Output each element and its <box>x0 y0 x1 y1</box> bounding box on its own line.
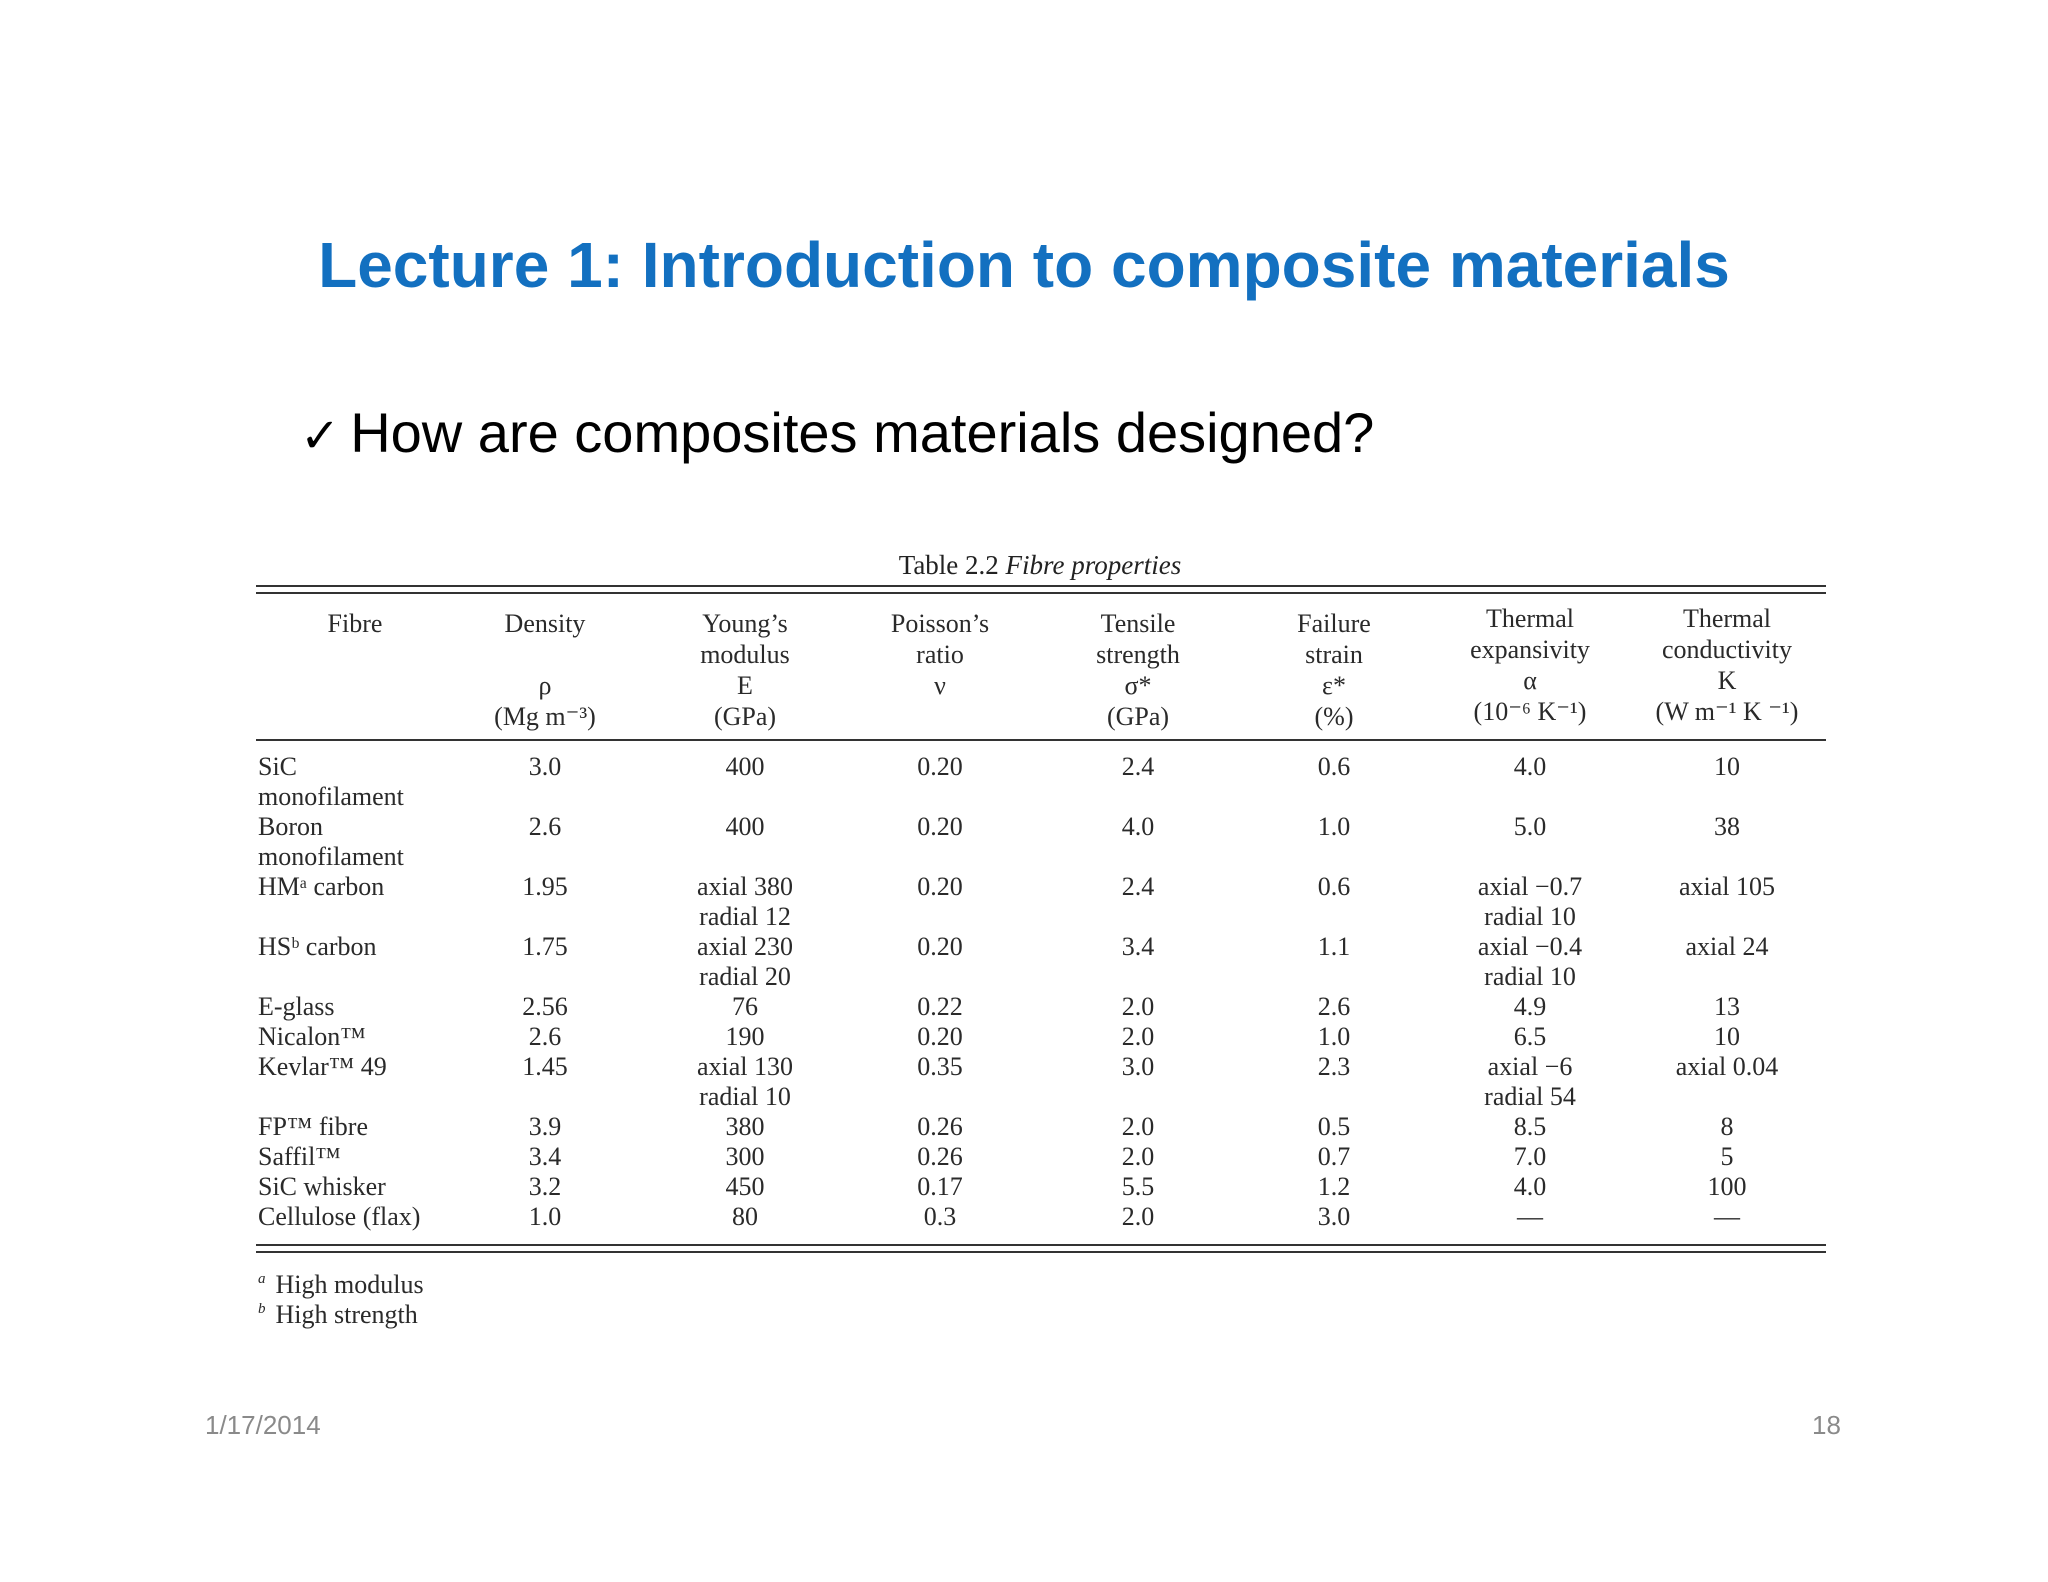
table-cell-thermal-conductivity: 100 <box>1707 1172 1747 1201</box>
table-cell-fibre: FP™ fibre <box>258 1112 368 1141</box>
column-header-thermal-expansivity: Thermal expansivity α (10⁻⁶ K⁻¹) <box>1470 604 1590 726</box>
table-cell-youngs-modulus: 190 <box>725 1022 765 1051</box>
table-top-rule <box>256 585 1826 587</box>
table-cell-failure-strain: 1.0 <box>1317 812 1351 841</box>
table-cell-tensile-strength: 4.0 <box>1121 812 1155 841</box>
table-cell-thermal-conductivity: axial 0.04 <box>1675 1052 1779 1081</box>
table-cell-fibre: Nicalon™ <box>258 1022 366 1051</box>
table-top-rule-2 <box>256 592 1826 594</box>
table-cell-fibre: SiC monofilament <box>258 752 404 811</box>
table-cell-failure-strain: 0.6 <box>1317 752 1351 781</box>
table-cell-fibre: E-glass <box>258 992 335 1021</box>
table-cell-density: 2.6 <box>528 1022 562 1051</box>
column-header-poisson-ratio: Poisson’s ratio ν <box>890 609 990 700</box>
table-cell-thermal-expansivity: 7.0 <box>1513 1142 1547 1171</box>
table-cell-density: 3.2 <box>528 1172 562 1201</box>
table-cell-poisson-ratio: 0.3 <box>923 1202 957 1231</box>
table-cell-youngs-modulus: 76 <box>732 992 758 1021</box>
table-cell-tensile-strength: 3.0 <box>1121 1052 1155 1081</box>
table-cell-tensile-strength: 3.4 <box>1121 932 1155 961</box>
table-cell-poisson-ratio: 0.35 <box>917 1052 963 1081</box>
footnote-mark: b <box>258 1301 266 1318</box>
table-cell-failure-strain: 2.6 <box>1317 992 1351 1021</box>
table-cell-youngs-modulus: 400 <box>725 752 765 781</box>
table-cell-thermal-conductivity: 13 <box>1714 992 1740 1021</box>
slide-title: Lecture 1: Introduction to composite materials <box>318 229 1730 301</box>
table-caption-title: Fibre properties <box>1005 550 1182 580</box>
table-cell-poisson-ratio: 0.20 <box>917 932 963 961</box>
table-cell-thermal-expansivity: axial −6 radial 54 <box>1484 1052 1576 1111</box>
table-cell-poisson-ratio: 0.26 <box>917 1142 963 1171</box>
table-cell-youngs-modulus: axial 130 radial 10 <box>696 1052 794 1111</box>
table-cell-poisson-ratio: 0.17 <box>917 1172 963 1201</box>
column-header-failure-strain: Failure strain ε* (%) <box>1297 609 1371 731</box>
footnote-text: High modulus <box>275 1270 424 1299</box>
table-cell-thermal-expansivity: 4.0 <box>1513 752 1547 781</box>
table-cell-density: 2.6 <box>528 812 562 841</box>
table-cell-thermal-conductivity: 10 <box>1714 1022 1740 1051</box>
table-cell-thermal-expansivity: 8.5 <box>1513 1112 1547 1141</box>
table-cell-thermal-expansivity: axial −0.4 radial 10 <box>1477 932 1583 991</box>
table-cell-thermal-conductivity: 38 <box>1714 812 1740 841</box>
table-cell-youngs-modulus: 400 <box>725 812 765 841</box>
table-caption-prefix: Table 2.2 <box>898 550 999 580</box>
table-cell-tensile-strength: 2.0 <box>1121 1022 1155 1051</box>
slide-date: 1/17/2014 <box>205 1410 321 1440</box>
table-cell-failure-strain: 1.1 <box>1317 932 1351 961</box>
table-cell-tensile-strength: 2.0 <box>1121 1142 1155 1171</box>
table-cell-thermal-expansivity: axial −0.7 radial 10 <box>1477 872 1583 931</box>
column-header-youngs-modulus: Young’s modulus E (GPa) <box>700 609 790 731</box>
table-cell-tensile-strength: 2.4 <box>1121 752 1155 781</box>
table-cell-thermal-conductivity: 10 <box>1714 752 1740 781</box>
table-cell-youngs-modulus: 450 <box>725 1172 765 1201</box>
bullet-text: How are composites materials designed? <box>350 401 1375 464</box>
table-cell-thermal-expansivity: 4.0 <box>1513 1172 1547 1201</box>
table-bottom-rule-2 <box>256 1251 1826 1253</box>
table-cell-density: 3.0 <box>528 752 562 781</box>
table-caption <box>0 550 2048 581</box>
table-cell-density: 1.75 <box>522 932 568 961</box>
table-cell-thermal-conductivity: 5 <box>1720 1142 1734 1171</box>
table-cell-fibre: Kevlar™ 49 <box>258 1052 387 1081</box>
table-cell-failure-strain: 2.3 <box>1317 1052 1351 1081</box>
table-cell-poisson-ratio: 0.20 <box>917 1022 963 1051</box>
footnote-mark: a <box>258 1271 266 1288</box>
page-number: 18 <box>1812 1410 1841 1440</box>
table-cell-youngs-modulus: axial 230 radial 20 <box>696 932 794 991</box>
table-cell-fibre: SiC whisker <box>258 1172 386 1201</box>
table-cell-poisson-ratio: 0.20 <box>917 752 963 781</box>
table-cell-tensile-strength: 5.5 <box>1121 1172 1155 1201</box>
table-cell-thermal-conductivity: axial 105 <box>1678 872 1776 901</box>
column-header-tensile-strength: Tensile strength σ* (GPa) <box>1096 609 1180 731</box>
column-header-thermal-conductivity: Thermal conductivity K (W m⁻¹ K ⁻¹) <box>1655 604 1799 726</box>
table-cell-density: 3.4 <box>528 1142 562 1171</box>
table-cell-failure-strain: 0.5 <box>1317 1112 1351 1141</box>
table-cell-tensile-strength: 2.0 <box>1121 1112 1155 1141</box>
table-cell-poisson-ratio: 0.20 <box>917 872 963 901</box>
table-cell-tensile-strength: 2.0 <box>1121 1202 1155 1231</box>
table-cell-density: 3.9 <box>528 1112 562 1141</box>
table-cell-thermal-conductivity: axial 24 <box>1685 932 1769 961</box>
table-cell-fibre: Cellulose (flax) <box>258 1202 421 1231</box>
table-cell-density: 1.95 <box>522 872 568 901</box>
table-cell-youngs-modulus: 380 <box>725 1112 765 1141</box>
table-cell-thermal-expansivity: — <box>1517 1202 1543 1231</box>
table-cell-thermal-conductivity: 8 <box>1720 1112 1734 1141</box>
table-cell-fibre: Boron monofilament <box>258 812 404 871</box>
table-cell-density: 2.56 <box>522 992 568 1021</box>
bullet-point <box>300 400 1374 465</box>
table-cell-failure-strain: 0.7 <box>1317 1142 1351 1171</box>
table-cell-tensile-strength: 2.0 <box>1121 992 1155 1021</box>
checkmark-icon: ✓ <box>300 410 341 463</box>
table-cell-density: 1.0 <box>528 1202 562 1231</box>
table-cell-fibre: HMᵃ carbon <box>258 872 385 901</box>
table-cell-failure-strain: 3.0 <box>1317 1202 1351 1231</box>
table-cell-fibre: Saffil™ <box>258 1142 341 1171</box>
table-cell-failure-strain: 0.6 <box>1317 872 1351 901</box>
table-cell-fibre: HSᵇ carbon <box>258 932 377 961</box>
table-cell-tensile-strength: 2.4 <box>1121 872 1155 901</box>
table-cell-thermal-expansivity: 5.0 <box>1513 812 1547 841</box>
table-cell-youngs-modulus: 80 <box>732 1202 758 1231</box>
table-cell-poisson-ratio: 0.26 <box>917 1112 963 1141</box>
table-cell-poisson-ratio: 0.22 <box>917 992 963 1021</box>
footnote-b <box>258 1300 418 1330</box>
table-cell-poisson-ratio: 0.20 <box>917 812 963 841</box>
column-header-fibre: Fibre <box>327 609 383 638</box>
table-header-rule <box>256 739 1826 741</box>
table-cell-failure-strain: 1.2 <box>1317 1172 1351 1201</box>
table-bottom-rule <box>256 1244 1826 1246</box>
table-cell-density: 1.45 <box>522 1052 568 1081</box>
footnote-a <box>258 1270 424 1300</box>
table-cell-failure-strain: 1.0 <box>1317 1022 1351 1051</box>
table-cell-thermal-expansivity: 6.5 <box>1513 1022 1547 1051</box>
table-cell-thermal-expansivity: 4.9 <box>1513 992 1547 1021</box>
column-header-density: Density ρ (Mg m⁻³) <box>494 609 596 731</box>
table-cell-youngs-modulus: axial 380 radial 12 <box>696 872 794 931</box>
table-cell-youngs-modulus: 300 <box>725 1142 765 1171</box>
table-cell-thermal-conductivity: — <box>1714 1202 1740 1231</box>
footnote-text: High strength <box>275 1300 418 1329</box>
